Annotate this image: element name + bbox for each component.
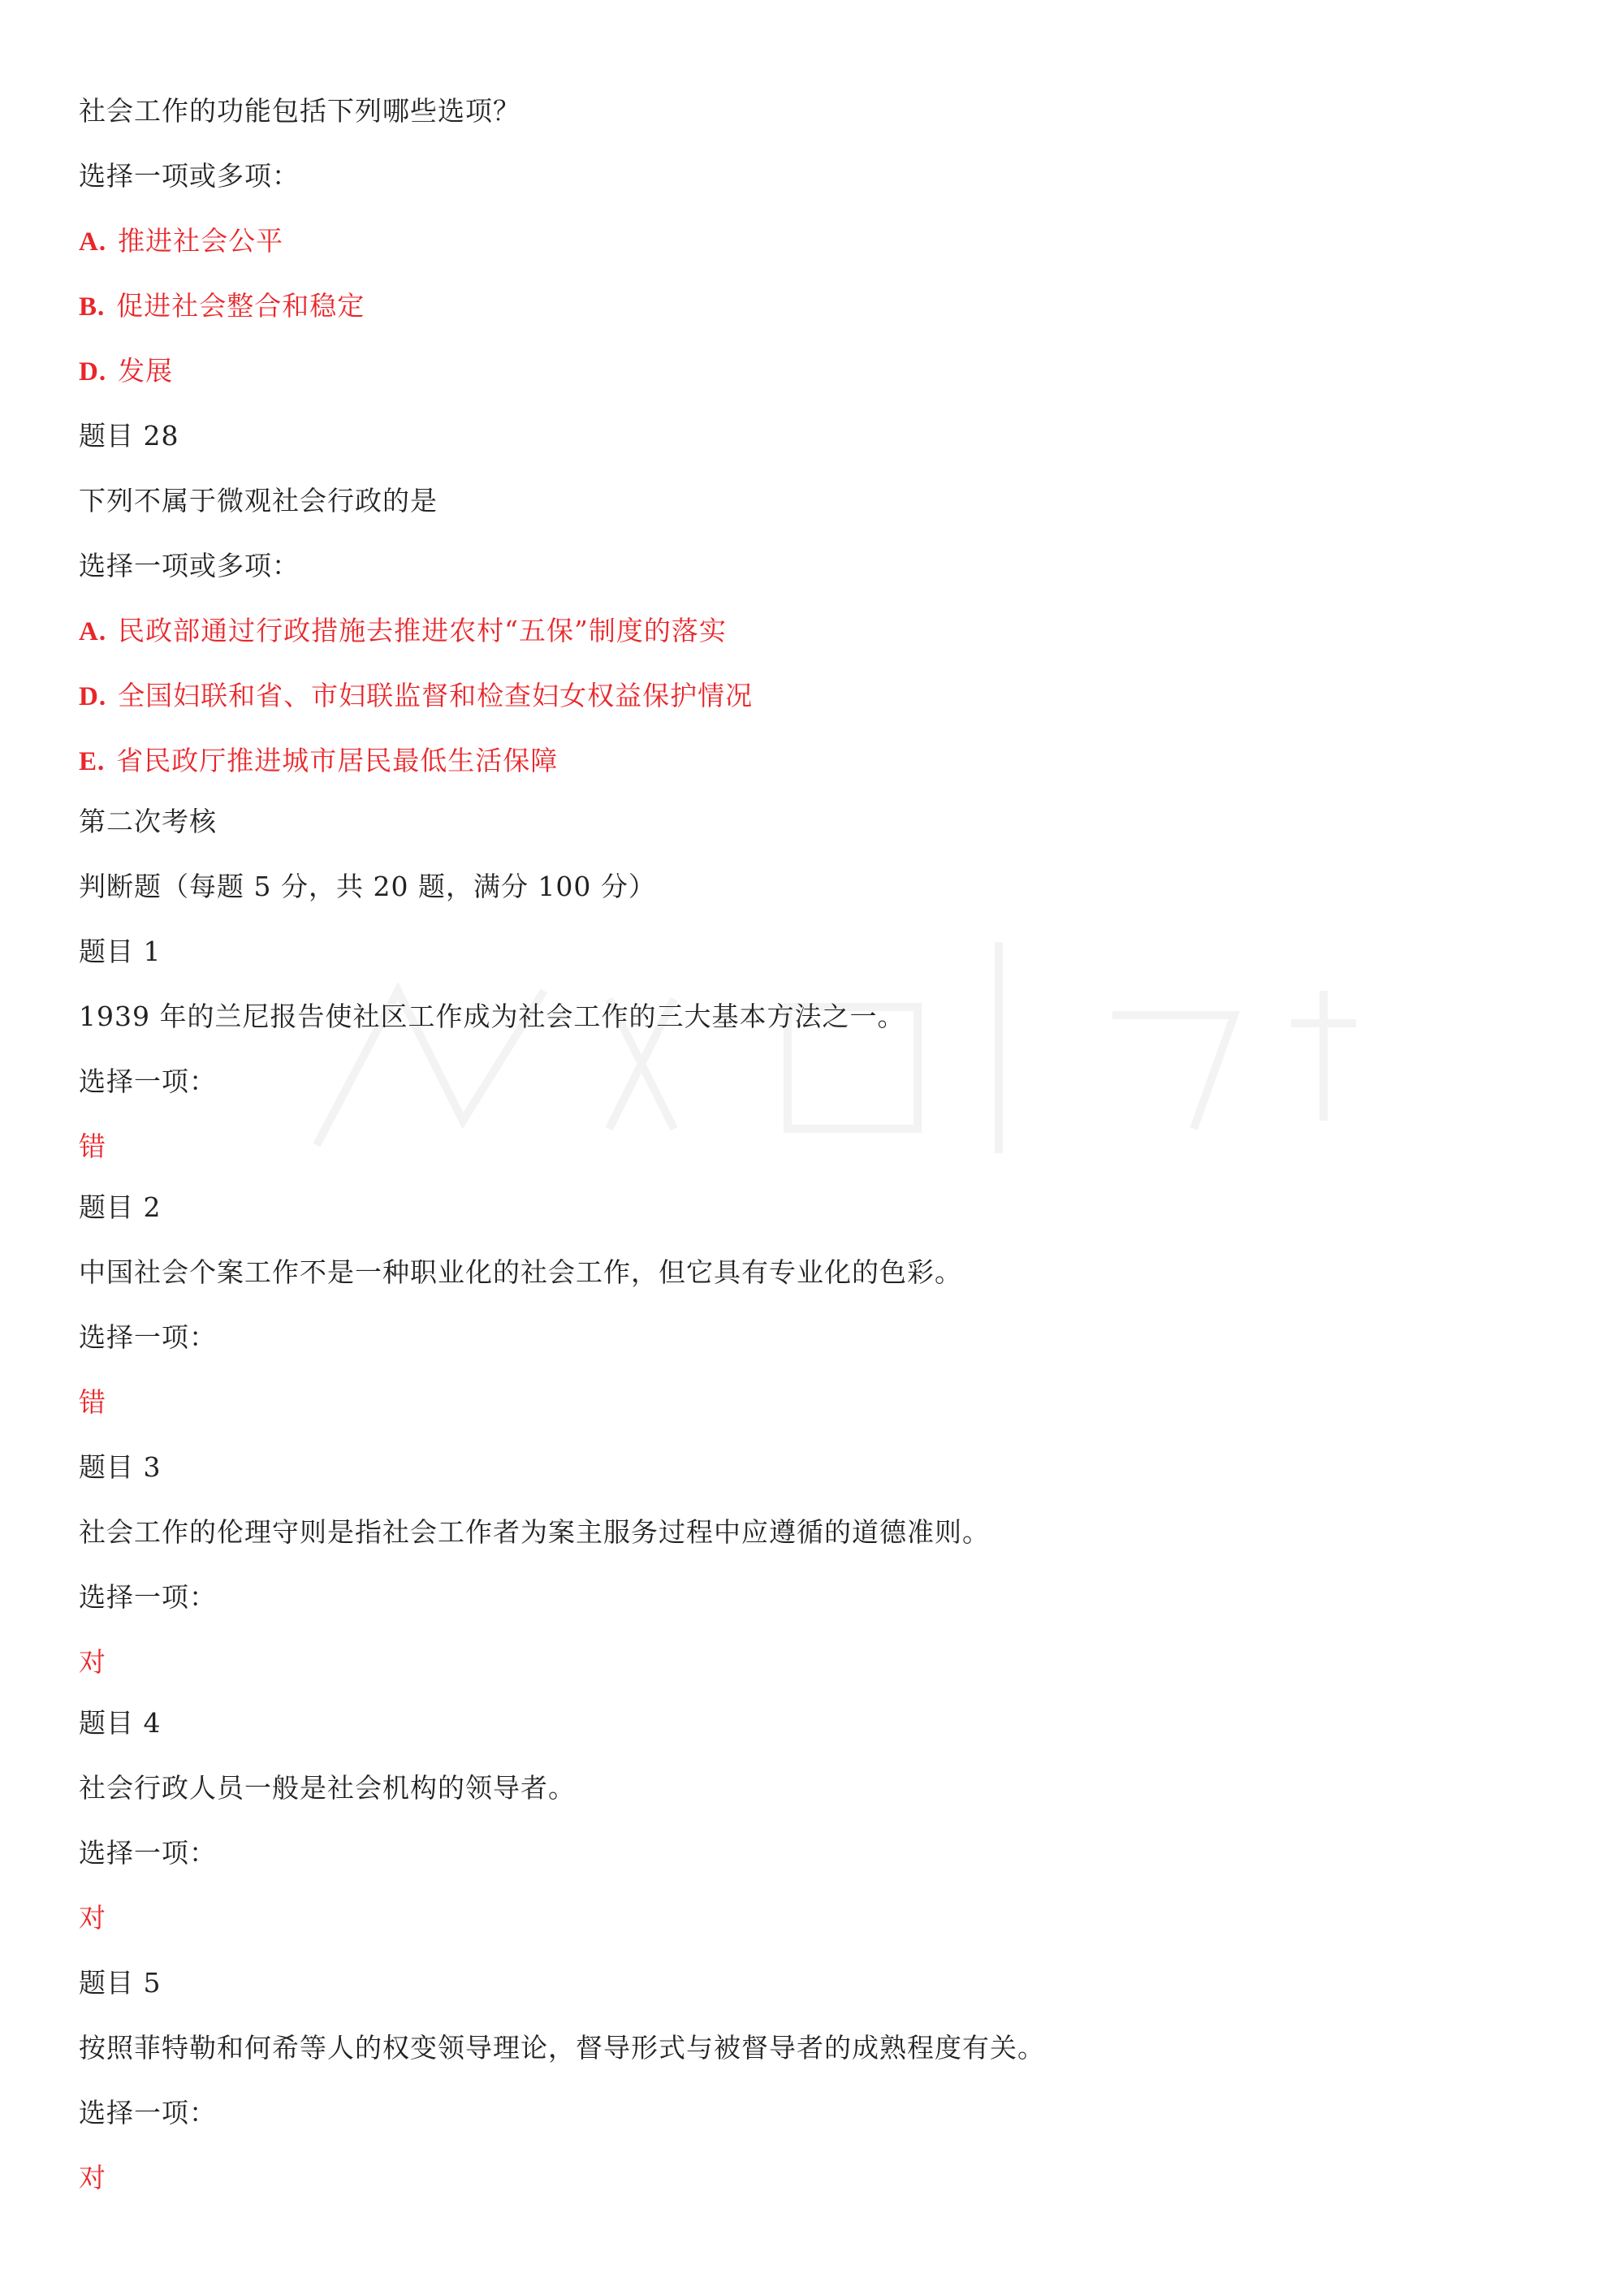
question-text: 社会工作的功能包括下列哪些选项？ [79,95,520,127]
question-instruction: 选择一项： [79,1321,217,1353]
question-instruction: 选择一项： [79,2097,217,2129]
question-instruction: 选择一项或多项： [79,160,300,192]
question-heading: 题目 28 [79,420,179,452]
watermark [300,877,1372,1234]
question-heading: 题目 1 [79,936,162,967]
answer: 错 [79,1386,106,1418]
question-instruction: 选择一项： [79,1581,217,1613]
option-letter: A. [79,227,107,257]
answer-option [79,288,365,325]
question-heading: 题目 5 [79,1967,162,1999]
option-letter: D. [79,682,107,711]
answer: 对 [79,2162,106,2193]
option-letter: B. [79,292,106,322]
section-title: 第二次考核 [79,806,217,837]
option-letter: E. [79,747,106,776]
question-heading: 题目 4 [79,1707,162,1739]
question-text: 按照菲特勒和何希等人的权变领导理论，督导形式与被督导者的成熟程度有关。 [79,2032,1045,2064]
question-text: 下列不属于微观社会行政的是 [79,485,438,516]
question-text: 中国社会个案工作不是一种职业化的社会工作，但它具有专业化的色彩。 [79,1256,962,1288]
option-text: 省民政厅推进城市居民最低生活保障 [116,745,559,776]
option-text: 发展 [118,355,174,387]
answer-option [79,743,558,780]
answer-option [79,613,727,650]
option-letter: D. [79,357,107,387]
question-text: 社会工作的伦理守则是指社会工作者为案主服务过程中应遵循的道德准则。 [79,1516,990,1548]
question-heading: 题目 2 [79,1191,162,1223]
question-instruction: 选择一项： [79,1065,217,1097]
answer-option [79,678,753,715]
answer: 对 [79,1646,106,1678]
option-text: 促进社会整合和稳定 [116,290,365,322]
question-instruction: 选择一项： [79,1837,217,1869]
answer: 对 [79,1902,106,1934]
section-subtitle: 判断题（每题 5 分，共 20 题，满分 100 分） [79,871,656,902]
answer-option [79,223,283,260]
answer: 错 [79,1130,106,1162]
question-text: 社会行政人员一般是社会机构的领导者。 [79,1772,576,1804]
question-instruction: 选择一项或多项： [79,550,300,581]
option-text: 民政部通过行政措施去推进农村“五保”制度的落实 [118,615,727,646]
question-heading: 题目 3 [79,1451,162,1483]
option-text: 全国妇联和省、市妇联监督和检查妇女权益保护情况 [118,680,754,711]
question-text: 1939 年的兰尼报告使社区工作成为社会工作的三大基本方法之一。 [79,1001,905,1032]
option-letter: A. [79,617,107,646]
answer-option [79,353,173,390]
option-text: 推进社会公平 [118,225,284,257]
